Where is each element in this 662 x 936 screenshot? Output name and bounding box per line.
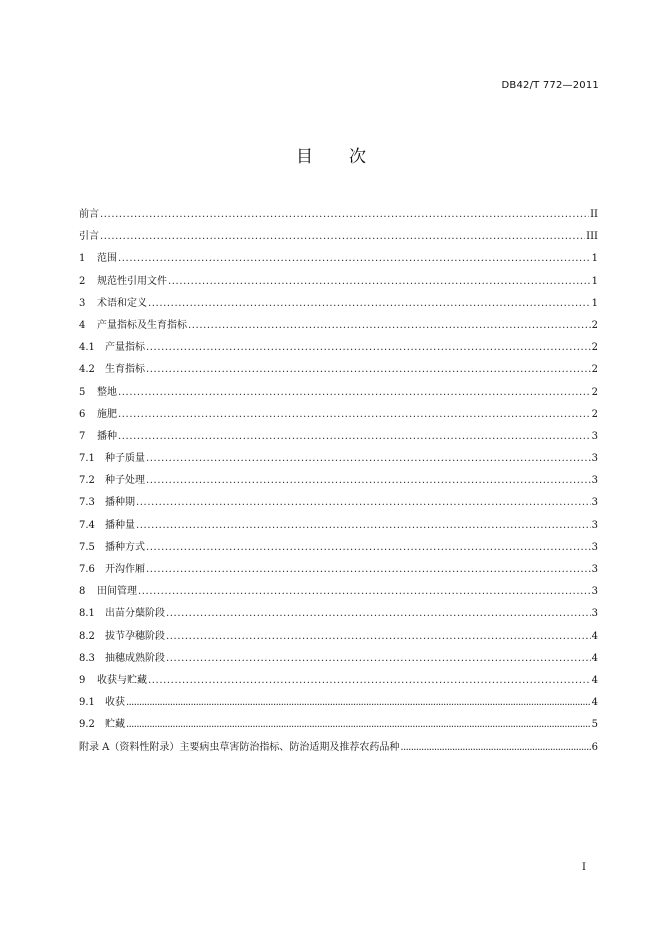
toc-entry-page: 1 <box>591 253 598 265</box>
toc-entry-7-5[interactable] <box>79 537 598 559</box>
title-char-2: 次 <box>349 147 366 167</box>
toc-leader-dots <box>146 448 591 470</box>
toc-leader-dots <box>118 404 591 426</box>
toc-entry-number: 4.1 <box>79 342 95 354</box>
toc-leader-dots <box>168 271 591 293</box>
toc-entry-label: 出苗分蘖阶段 <box>105 608 165 620</box>
toc-entry-9[interactable] <box>79 670 598 692</box>
toc-entry-page: 3 <box>591 497 598 509</box>
toc-entry-3[interactable] <box>79 293 598 315</box>
toc-entry-page: 2 <box>591 364 598 376</box>
toc-entry-page: 4 <box>591 652 598 664</box>
toc-leader-dots <box>118 248 591 270</box>
toc-leader-dots <box>166 603 591 625</box>
toc-entry-7-2[interactable] <box>79 470 598 492</box>
toc-entry-page: 3 <box>591 541 598 553</box>
toc-entry-number: 9 <box>79 674 86 686</box>
toc-entry-8-3[interactable] <box>79 648 598 670</box>
toc-leader-dots <box>126 692 591 714</box>
toc-entry-page: 3 <box>591 475 598 487</box>
toc-entry-number: 7 <box>79 430 86 442</box>
toc-entry-label: 产量指标及生育指标 <box>97 319 187 331</box>
toc-entry-page: 3 <box>591 430 598 442</box>
toc-entry-label: 生育指标 <box>105 364 145 376</box>
toc-leader-dots <box>100 204 589 226</box>
toc-entry-8-2[interactable] <box>79 626 598 648</box>
toc-entry-label: 田间管理 <box>97 586 137 598</box>
toc-entry-page: 1 <box>591 297 598 309</box>
toc-entry-introduction[interactable] <box>79 226 598 248</box>
toc-entry-label: 贮藏 <box>105 719 125 731</box>
toc-entry-9-1[interactable] <box>79 692 598 714</box>
toc-leader-dots <box>148 670 591 692</box>
toc-entry-6[interactable] <box>79 404 598 426</box>
toc-entry-appendix-a[interactable] <box>79 737 598 759</box>
toc-leader-dots <box>166 648 591 670</box>
toc-entry-preface[interactable] <box>79 204 598 226</box>
toc-entry-number: 3 <box>79 297 86 309</box>
toc-entry-number: 8.2 <box>79 630 95 642</box>
title-char-1: 目 <box>296 147 313 167</box>
toc-entry-label: 收获 <box>105 697 125 709</box>
toc-entry-2[interactable] <box>79 271 598 293</box>
toc-entry-page: 2 <box>591 319 598 331</box>
toc-entry-7-3[interactable] <box>79 492 598 514</box>
toc-entry-number: 7.6 <box>79 564 95 575</box>
toc-entry-label: 整地 <box>97 386 117 398</box>
toc-entry-page: 1 <box>591 275 598 287</box>
toc-leader-dots <box>146 337 591 359</box>
toc-entry-number: 9.1 <box>79 697 95 709</box>
toc-leader-dots <box>136 515 591 537</box>
toc-entry-label: 种子处理 <box>105 475 145 487</box>
toc-entry-page: 5 <box>591 719 598 731</box>
toc-entry-page: 2 <box>591 386 598 398</box>
toc-entry-number: 8.1 <box>79 608 95 620</box>
toc-leader-dots <box>148 293 591 315</box>
toc-entry-label: 范围 <box>97 253 117 265</box>
toc-entry-1[interactable] <box>79 248 598 270</box>
toc-entry-page: 6 <box>591 741 598 753</box>
toc-entry-page: 3 <box>591 519 598 531</box>
toc-entry-label: 前言 <box>79 209 99 220</box>
toc-entry-7-1[interactable] <box>79 448 598 470</box>
toc-entry-7[interactable] <box>79 426 598 448</box>
toc-entry-number: 7.4 <box>79 519 95 531</box>
toc-entry-label: 产量指标 <box>105 342 145 354</box>
toc-entry-8[interactable] <box>79 581 598 603</box>
toc-entry-page: II <box>590 209 598 220</box>
toc-entry-number: 7.1 <box>79 453 95 465</box>
toc-entry-number: 1 <box>79 253 86 265</box>
toc-leader-dots <box>146 359 591 381</box>
toc-leader-dots <box>126 714 591 736</box>
toc-entry-9-2[interactable] <box>79 714 598 736</box>
toc-leader-dots <box>100 226 585 248</box>
toc-leader-dots <box>118 382 591 404</box>
toc-entry-label: 收获与贮藏 <box>97 674 147 686</box>
toc-entry-7-6[interactable] <box>79 559 598 581</box>
toc-entry-number: 4.2 <box>79 364 95 376</box>
toc-entry-7-4[interactable] <box>79 515 598 537</box>
toc-entry-label: 播种期 <box>105 497 135 509</box>
toc-entry-page: 4 <box>591 697 598 709</box>
toc-entry-label: 种子质量 <box>105 453 145 465</box>
toc-entry-label: 术语和定义 <box>97 297 147 309</box>
page-number: I <box>582 862 586 873</box>
toc-entry-4-1[interactable] <box>79 337 598 359</box>
table-of-contents <box>79 204 598 759</box>
toc-entry-label: 播种方式 <box>105 541 145 553</box>
toc-entry-number: 9.2 <box>79 719 95 731</box>
toc-entry-page: 4 <box>591 630 598 642</box>
toc-entry-label: 规范性引用文件 <box>97 275 167 287</box>
toc-entry-label: 拔节孕穗阶段 <box>105 630 165 642</box>
toc-entry-number: 8 <box>79 586 86 598</box>
toc-entry-label: 播种量 <box>105 519 135 531</box>
toc-entry-label: 附录 A（资料性附录）主要病虫草害防治指标、防治适期及推荐农药品种 <box>79 741 400 753</box>
toc-entry-label: 引言 <box>79 231 99 243</box>
toc-entry-number: 7.2 <box>79 475 95 487</box>
toc-entry-number: 5 <box>79 386 86 398</box>
toc-entry-number: 7.5 <box>79 541 95 553</box>
document-code: DB42/T 772—2011 <box>501 80 599 91</box>
toc-entry-page: 2 <box>591 408 598 420</box>
toc-leader-dots <box>188 315 591 337</box>
toc-leader-dots <box>136 492 591 514</box>
toc-entry-5[interactable] <box>79 382 598 404</box>
toc-entry-8-1[interactable] <box>79 603 598 625</box>
toc-entry-page: III <box>586 231 598 243</box>
toc-entry-number: 2 <box>79 275 86 287</box>
toc-entry-page: 3 <box>591 586 598 598</box>
toc-entry-page: 3 <box>591 608 598 620</box>
toc-entry-page: 2 <box>591 342 598 354</box>
page-title <box>0 142 662 167</box>
toc-leader-dots <box>166 626 591 648</box>
toc-entry-page: 3 <box>591 453 598 465</box>
toc-entry-number: 4 <box>79 319 86 331</box>
toc-entry-number: 6 <box>79 408 86 420</box>
toc-entry-page: 4 <box>591 674 598 686</box>
toc-leader-dots <box>146 559 591 581</box>
toc-entry-page: 3 <box>591 564 598 575</box>
toc-leader-dots <box>146 537 591 559</box>
toc-leader-dots <box>118 426 591 448</box>
toc-entry-label: 开沟作厢 <box>105 564 145 575</box>
toc-entry-4[interactable] <box>79 315 598 337</box>
toc-leader-dots <box>400 737 590 759</box>
toc-entry-label: 抽穗成熟阶段 <box>105 652 165 664</box>
toc-entry-number: 7.3 <box>79 497 95 509</box>
toc-leader-dots <box>146 470 591 492</box>
toc-entry-number: 8.3 <box>79 652 95 664</box>
toc-leader-dots <box>138 581 591 603</box>
toc-entry-4-2[interactable] <box>79 359 598 381</box>
toc-entry-label: 施肥 <box>97 408 117 420</box>
toc-entry-label: 播种 <box>97 430 117 442</box>
